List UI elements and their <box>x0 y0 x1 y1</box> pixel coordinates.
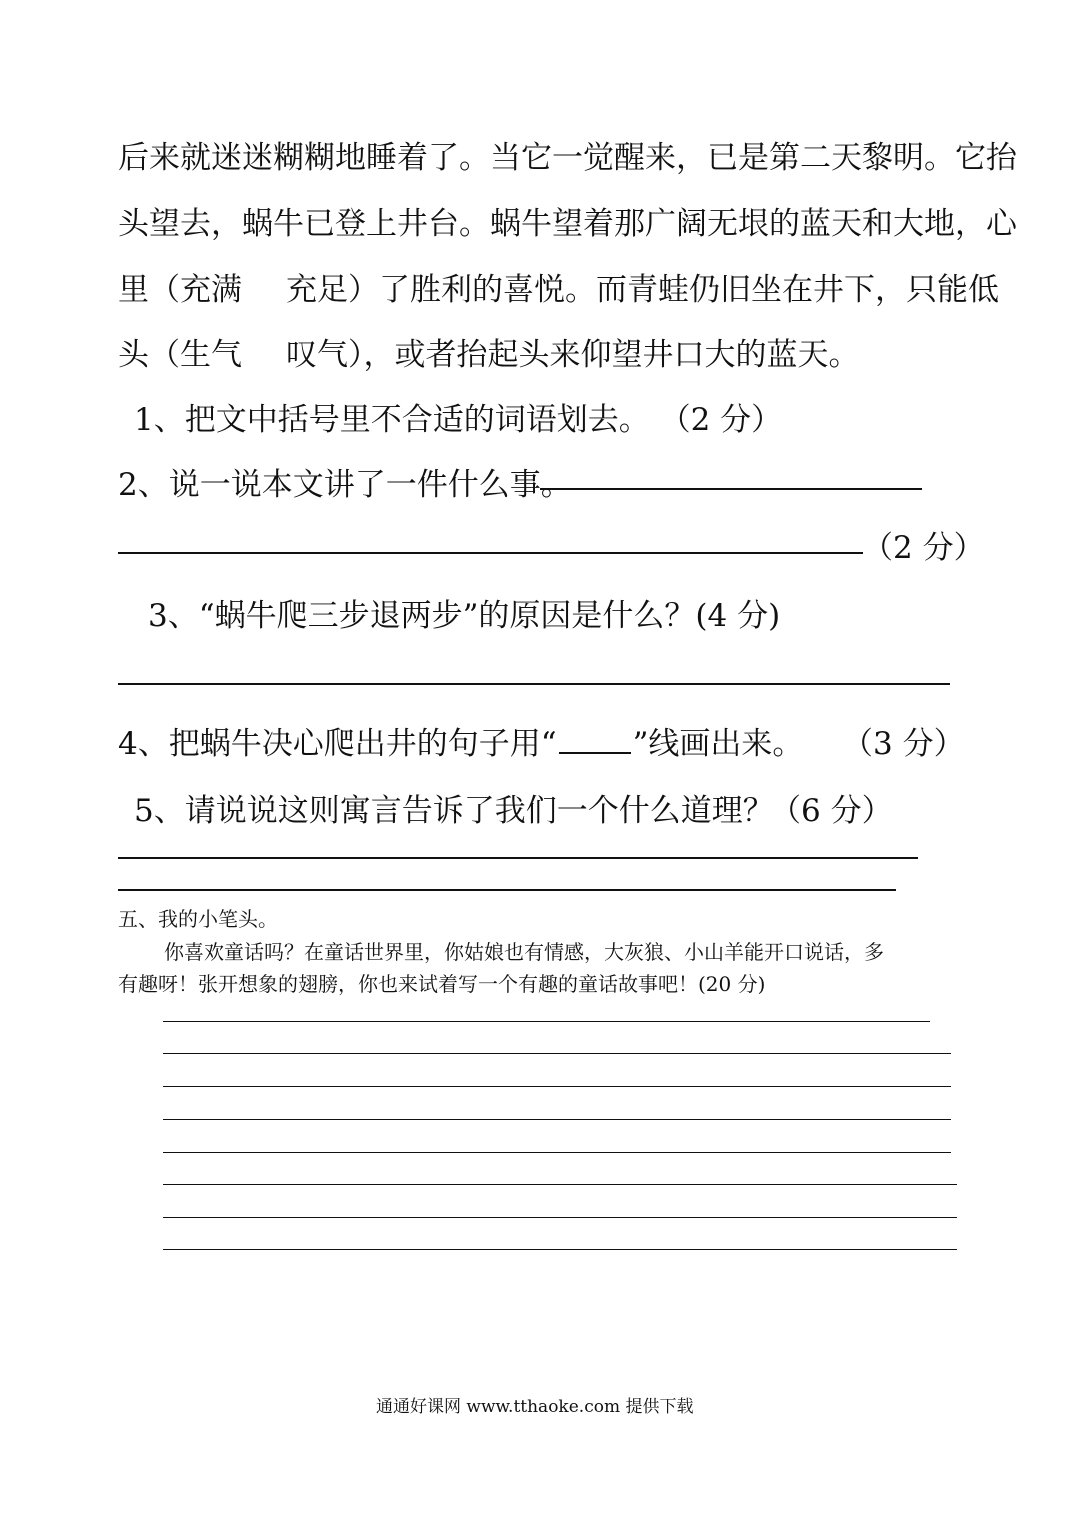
question-5-score: （6 分） <box>770 793 893 829</box>
section-5-heading: 五、我的小笔头。 <box>118 907 278 931</box>
answer-line-q3[interactable] <box>118 683 950 685</box>
writing-line-5[interactable] <box>163 1152 951 1153</box>
section-5-prompt-line-1: 你喜欢童话吗？在童话世界里，你姑娘也有情感，大灰狼、小山羊能开口说话，多 <box>164 940 884 964</box>
passage-line-3-rest: 充足）了胜利的喜悦。而青蛙仍旧坐在井下，只能低 <box>286 272 999 308</box>
question-4-text-b: ”线画出来。 <box>632 726 804 762</box>
question-5: 5、请说说这则寓言告诉了我们一个什么道理？ <box>134 793 774 829</box>
writing-line-4[interactable] <box>163 1119 951 1120</box>
choice-group-2-option-a: 头（生气 <box>118 337 242 373</box>
passage-line-2: 头望去，蜗牛已登上井台。蜗牛望着那广阔无垠的蓝天和大地，心 <box>118 206 1017 242</box>
writing-line-2[interactable] <box>163 1053 951 1054</box>
question-4 <box>118 718 803 763</box>
writing-line-7[interactable] <box>163 1217 957 1218</box>
question-4-score: （3 分） <box>842 726 965 762</box>
answer-line-q5-a[interactable] <box>118 857 918 859</box>
question-3: 3、“蜗牛爬三步退两步”的原因是什么？(4 分) <box>148 598 781 634</box>
passage-line-1: 后来就迷迷糊糊地睡着了。当它一觉醒来，已是第二天黎明。它抬 <box>118 140 1017 176</box>
writing-line-3[interactable] <box>163 1086 951 1087</box>
answer-line-q2-a[interactable] <box>540 488 922 490</box>
answer-line-q5-b[interactable] <box>118 889 896 891</box>
passage-line-3 <box>118 264 999 309</box>
writing-line-6[interactable] <box>163 1184 957 1185</box>
page-footer: 通通好课网 www.tthaoke.com 提供下载 <box>376 1397 694 1417</box>
underline-sample <box>559 730 631 754</box>
question-4-text-a: 4、把蜗牛决心爬出井的句子用“ <box>118 726 557 762</box>
question-1: 1、把文中括号里不合适的词语划去。 （2 分） <box>134 402 783 438</box>
question-2: 2、说一说本文讲了一件什么事。 <box>118 467 572 503</box>
writing-line-8[interactable] <box>163 1249 957 1250</box>
choice-group-1-option-a: 里（充满 <box>118 272 242 308</box>
writing-line-1[interactable] <box>163 1021 930 1022</box>
section-5-prompt-line-2: 有趣呀！张开想象的翅膀，你也来试着写一个有趣的童话故事吧！(20 分) <box>118 972 766 996</box>
question-2-score: （2 分） <box>862 530 985 566</box>
answer-line-q2-b[interactable] <box>118 552 863 554</box>
passage-line-4 <box>118 329 860 374</box>
passage-line-4-rest: 叹气），或者抬起头来仰望井口大的蓝天。 <box>286 337 860 373</box>
